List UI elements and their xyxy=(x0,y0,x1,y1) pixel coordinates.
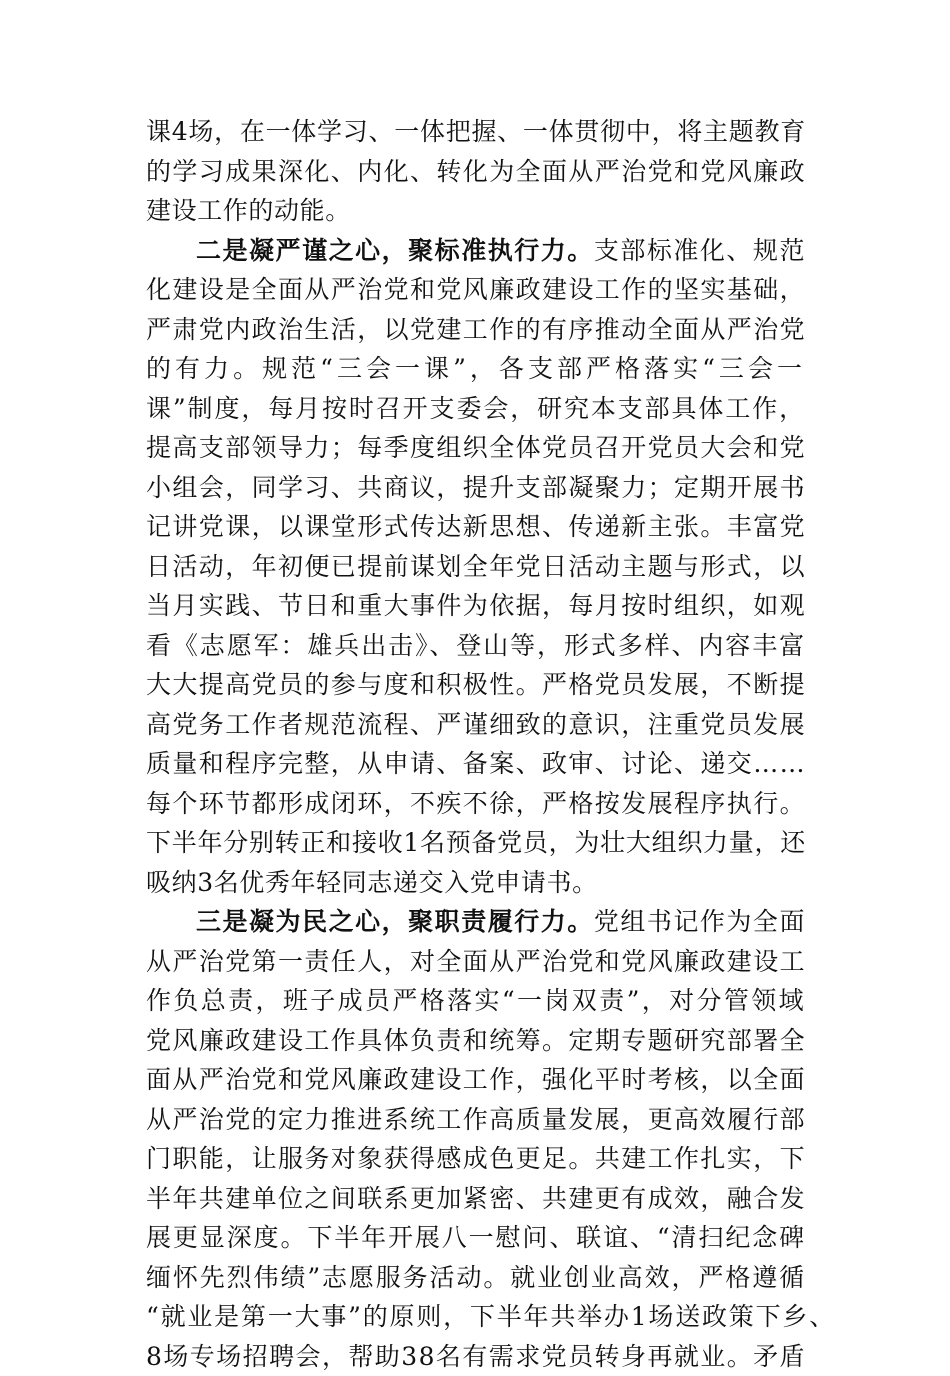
body-line xyxy=(146,112,806,152)
body-line xyxy=(146,1337,806,1376)
section-heading: 二是凝严谨之心，聚标准执行力。 xyxy=(196,236,594,265)
body-line xyxy=(146,665,806,705)
line-text: 当月实践、节日和重大事件为依据，每月按时组织，如观 xyxy=(146,591,806,620)
body-line xyxy=(146,1297,836,1337)
line-text: 从严治党第一责任人，对全面从严治党和党风廉政建设工 xyxy=(146,947,806,976)
line-text: 的有力。规范“三会一课”，各支部严格落实“三会一 xyxy=(146,354,806,383)
body-line xyxy=(146,1139,806,1179)
line-text: 课”制度，每月按时召开支委会，研究本支部具体工作， xyxy=(146,394,806,423)
line-text: 缅怀先烈伟绩”志愿服务活动。就业创业高效，严格遵循 xyxy=(146,1263,806,1292)
body-line xyxy=(146,744,806,784)
body-line xyxy=(146,863,806,903)
body-line xyxy=(146,428,806,468)
line-text: 化建设是全面从严治党和党风廉政建设工作的坚实基础， xyxy=(146,275,806,304)
body-line xyxy=(146,705,806,745)
line-text: 的学习成果深化、内化、转化为全面从严治党和党风廉政 xyxy=(146,157,806,186)
line-text: 记讲党课，以课堂形式传达新思想、传递新主张。丰富党 xyxy=(146,512,806,541)
line-text: 日活动，年初便已提前谋划全年党日活动主题与形式，以 xyxy=(146,552,806,581)
body-line xyxy=(146,1060,806,1100)
line-text: 门职能，让服务对象获得感成色更足。共建工作扎实，下 xyxy=(146,1144,806,1173)
body-line xyxy=(146,310,806,350)
line-text: 支部标准化、规范 xyxy=(594,236,806,265)
line-text: 每个环节都形成闭环，不疾不徐，严格按发展程序执行。 xyxy=(146,789,806,818)
line-text: 8场专场招聘会，帮助38名有需求党员转身再就业。矛盾 xyxy=(146,1342,806,1371)
body-line xyxy=(146,1100,806,1140)
body-line xyxy=(146,547,806,587)
body-line xyxy=(146,349,806,389)
line-text: 展更显深度。下半年开展八一慰问、联谊、“清扫纪念碑 xyxy=(146,1223,806,1252)
line-text: 吸纳3名优秀年轻同志递交入党申请书。 xyxy=(146,868,598,897)
body-line xyxy=(146,1258,806,1298)
line-text: “就业是第一大事”的原则，下半年共举办1场送政策下乡、 xyxy=(146,1302,836,1331)
body-line xyxy=(146,152,806,192)
body-line xyxy=(146,1021,806,1061)
line-text: 看《志愿军：雄兵出击》、登山等，形式多样、内容丰富 xyxy=(146,631,806,660)
section-heading-line xyxy=(146,902,806,942)
line-text: 党组书记作为全面 xyxy=(594,907,806,936)
body-line xyxy=(146,191,806,231)
body-line xyxy=(146,468,806,508)
body-line xyxy=(146,784,806,824)
body-line xyxy=(146,389,806,429)
line-text: 半年共建单位之间联系更加紧密、共建更有成效，融合发 xyxy=(146,1184,806,1213)
line-text: 面从严治党和党风廉政建设工作，强化平时考核，以全面 xyxy=(146,1065,806,1094)
line-text: 质量和程序完整，从申请、备案、政审、讨论、递交…… xyxy=(146,749,806,778)
body-line xyxy=(146,823,806,863)
line-text: 下半年分别转正和接收1名预备党员，为壮大组织力量，还 xyxy=(146,828,806,857)
body-line xyxy=(146,270,806,310)
line-text: 高党务工作者规范流程、严谨细致的意识，注重党员发展 xyxy=(146,710,806,739)
line-text: 建设工作的动能。 xyxy=(146,196,351,225)
body-line xyxy=(146,1218,806,1258)
line-text: 提高支部领导力；每季度组织全体党员召开党员大会和党 xyxy=(146,433,806,462)
body-line xyxy=(146,942,806,982)
document-page xyxy=(146,112,806,1376)
line-text: 课4场，在一体学习、一体把握、一体贯彻中，将主题教育 xyxy=(146,117,806,146)
line-text: 从严治党的定力推进系统工作高质量发展，更高效履行部 xyxy=(146,1105,806,1134)
line-text: 党风廉政建设工作具体负责和统筹。定期专题研究部署全 xyxy=(146,1026,806,1055)
line-text: 小组会，同学习、共商议，提升支部凝聚力；定期开展书 xyxy=(146,473,806,502)
line-text: 大大提高党员的参与度和积极性。严格党员发展，不断提 xyxy=(146,670,806,699)
body-line xyxy=(146,1179,806,1219)
section-heading-line xyxy=(146,231,806,271)
line-text: 作负总责，班子成员严格落实“一岗双责”，对分管领域 xyxy=(146,986,806,1015)
body-line xyxy=(146,586,806,626)
body-line xyxy=(146,981,806,1021)
line-text: 严肃党内政治生活，以党建工作的有序推动全面从严治党 xyxy=(146,315,806,344)
section-heading: 三是凝为民之心，聚职责履行力。 xyxy=(196,907,594,936)
body-line xyxy=(146,507,806,547)
body-line xyxy=(146,626,806,666)
